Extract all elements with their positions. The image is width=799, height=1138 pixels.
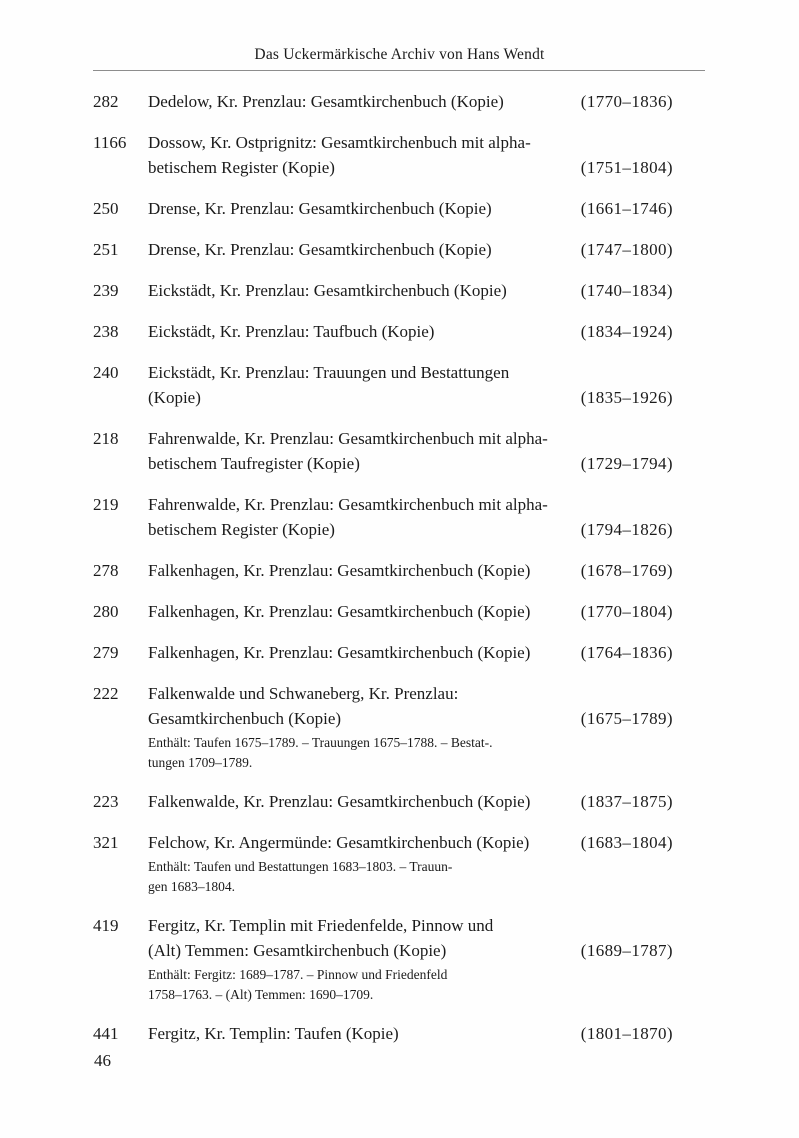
entry-title-line: Falkenwalde und Schwaneberg, Kr. Prenzlau: bbox=[148, 684, 459, 703]
archive-entry bbox=[93, 319, 705, 344]
archive-entry bbox=[93, 640, 705, 665]
entry-title-line: Drense, Kr. Prenzlau: Gesamtkirchenbuch (Kopie) bbox=[148, 199, 492, 218]
entry-title-line: Falkenwalde, Kr. Prenzlau: Gesamtkirchenbuch (Kopie) bbox=[148, 792, 531, 811]
entry-title-line: betischem Taufregister (Kopie) bbox=[148, 454, 360, 473]
entry-title-line: (Alt) Temmen: Gesamtkirchenbuch (Kopie) bbox=[148, 941, 447, 960]
entry-title-line: Fahrenwalde, Kr. Prenzlau: Gesamtkirchenbuch mit alpha- bbox=[148, 495, 548, 514]
entry-date-range: (1683–1804) bbox=[580, 833, 673, 852]
entry-number: 222 bbox=[93, 684, 119, 703]
entry-number: 251 bbox=[93, 240, 119, 259]
entry-body bbox=[148, 681, 705, 773]
archive-entry bbox=[93, 1021, 705, 1046]
entry-body bbox=[148, 599, 705, 624]
entry-title-line: (Kopie) bbox=[148, 388, 201, 407]
entry-title-line: Dossow, Kr. Ostprignitz: Gesamtkirchenbuch mit alpha- bbox=[148, 133, 531, 152]
entry-number: 1166 bbox=[93, 133, 127, 152]
entry-title-line: Eickstädt, Kr. Prenzlau: Taufbuch (Kopie) bbox=[148, 322, 435, 341]
entry-title-line: Fergitz, Kr. Templin: Taufen (Kopie) bbox=[148, 1024, 399, 1043]
entry-number: 223 bbox=[93, 792, 119, 811]
entry-date-range: (1835–1926) bbox=[580, 388, 673, 407]
entry-date-range: (1661–1746) bbox=[580, 199, 673, 218]
entry-date-range: (1740–1834) bbox=[580, 281, 673, 300]
entry-number: 279 bbox=[93, 643, 119, 662]
archive-entry bbox=[93, 599, 705, 624]
entry-body bbox=[148, 89, 705, 114]
entry-number: 278 bbox=[93, 561, 119, 580]
note-line: gen 1683–1804. bbox=[148, 879, 235, 894]
entry-date-range: (1837–1875) bbox=[580, 792, 673, 811]
entry-title-line: Falkenhagen, Kr. Prenzlau: Gesamtkirchenbuch (Kopie) bbox=[148, 561, 531, 580]
entry-date-range: (1678–1769) bbox=[580, 561, 673, 580]
entry-title-line: Eickstädt, Kr. Prenzlau: Gesamtkirchenbuch (Kopie) bbox=[148, 281, 507, 300]
entry-body bbox=[148, 426, 705, 476]
entry-title-line: betischem Register (Kopie) bbox=[148, 158, 335, 177]
entry-title-line: Falkenhagen, Kr. Prenzlau: Gesamtkirchenbuch (Kopie) bbox=[148, 643, 531, 662]
entry-title-line: Fergitz, Kr. Templin mit Friedenfelde, Pinnow und bbox=[148, 916, 494, 935]
entry-body bbox=[148, 130, 705, 180]
note-line: Enthält: Fergitz: 1689–1787. – Pinnow und Friedenfeld bbox=[148, 967, 448, 982]
entry-body bbox=[148, 492, 705, 542]
entry-title-line: Felchow, Kr. Angermünde: Gesamtkirchenbuch (Kopie) bbox=[148, 833, 530, 852]
entry-number: 240 bbox=[93, 363, 119, 382]
entry-number: 280 bbox=[93, 602, 119, 621]
entry-date-range: (1689–1787) bbox=[580, 941, 673, 960]
archive-entry bbox=[93, 278, 705, 303]
entry-number: 419 bbox=[93, 916, 119, 935]
archive-entry bbox=[93, 237, 705, 262]
entry-body bbox=[148, 558, 705, 583]
entry-contents-note bbox=[148, 733, 548, 773]
entry-date-range: (1747–1800) bbox=[580, 240, 673, 259]
entry-body bbox=[148, 830, 705, 897]
entry-list bbox=[93, 89, 705, 1062]
archive-entry bbox=[93, 558, 705, 583]
archive-entry bbox=[93, 89, 705, 114]
entry-date-range: (1794–1826) bbox=[580, 520, 673, 539]
entry-number: 250 bbox=[93, 199, 119, 218]
archive-entry bbox=[93, 830, 705, 897]
entry-number: 441 bbox=[93, 1024, 119, 1043]
entry-number: 218 bbox=[93, 429, 119, 448]
entry-title-line: Dedelow, Kr. Prenzlau: Gesamtkirchenbuch (Kopie) bbox=[148, 92, 504, 111]
note-line: 1758–1763. – (Alt) Temmen: 1690–1709. bbox=[148, 987, 374, 1002]
entry-body bbox=[148, 319, 705, 344]
archive-entry bbox=[93, 681, 705, 773]
note-line: Enthält: Taufen 1675–1789. – Trauungen 1675–1788. – Bestat-. bbox=[148, 735, 493, 750]
entry-number: 321 bbox=[93, 833, 119, 852]
entry-title-line: betischem Register (Kopie) bbox=[148, 520, 335, 539]
entry-body bbox=[148, 196, 705, 221]
entry-title-line: Gesamtkirchenbuch (Kopie) bbox=[148, 709, 342, 728]
entry-contents-note bbox=[148, 965, 548, 1005]
entry-date-range: (1770–1836) bbox=[580, 92, 673, 111]
note-line: tungen 1709–1789. bbox=[148, 755, 253, 770]
entry-contents-note bbox=[148, 857, 548, 897]
entry-body bbox=[148, 237, 705, 262]
entry-date-range: (1770–1804) bbox=[580, 602, 673, 621]
entry-number: 239 bbox=[93, 281, 119, 300]
entry-body bbox=[148, 913, 705, 1005]
entry-title-line: Eickstädt, Kr. Prenzlau: Trauungen und Bestattungen bbox=[148, 363, 510, 382]
archive-entry bbox=[93, 913, 705, 1005]
entry-date-range: (1801–1870) bbox=[580, 1024, 673, 1043]
entry-number: 219 bbox=[93, 495, 119, 514]
entry-body bbox=[148, 360, 705, 410]
entry-title-line: Fahrenwalde, Kr. Prenzlau: Gesamtkirchenbuch mit alpha- bbox=[148, 429, 548, 448]
note-line: Enthält: Taufen und Bestattungen 1683–1803. – Trauun- bbox=[148, 859, 453, 874]
entry-body bbox=[148, 278, 705, 303]
entry-body bbox=[148, 789, 705, 814]
entry-number: 238 bbox=[93, 322, 119, 341]
archive-entry bbox=[93, 789, 705, 814]
archive-entry bbox=[93, 130, 705, 180]
archive-entry bbox=[93, 426, 705, 476]
entry-title-line: Drense, Kr. Prenzlau: Gesamtkirchenbuch (Kopie) bbox=[148, 240, 492, 259]
entry-body bbox=[148, 1021, 705, 1046]
entry-title-line: Falkenhagen, Kr. Prenzlau: Gesamtkirchenbuch (Kopie) bbox=[148, 602, 531, 621]
page-number: 46 bbox=[94, 1051, 111, 1070]
running-header: Das Uckermärkische Archiv von Hans Wendt bbox=[254, 46, 545, 63]
archive-entry bbox=[93, 360, 705, 410]
header-divider bbox=[93, 70, 705, 71]
archive-entry bbox=[93, 196, 705, 221]
entry-number: 282 bbox=[93, 92, 119, 111]
entry-date-range: (1675–1789) bbox=[580, 709, 673, 728]
entry-date-range: (1729–1794) bbox=[580, 454, 673, 473]
archive-entry bbox=[93, 492, 705, 542]
entry-date-range: (1751–1804) bbox=[580, 158, 673, 177]
entry-date-range: (1834–1924) bbox=[580, 322, 673, 341]
entry-body bbox=[148, 640, 705, 665]
entry-date-range: (1764–1836) bbox=[580, 643, 673, 662]
